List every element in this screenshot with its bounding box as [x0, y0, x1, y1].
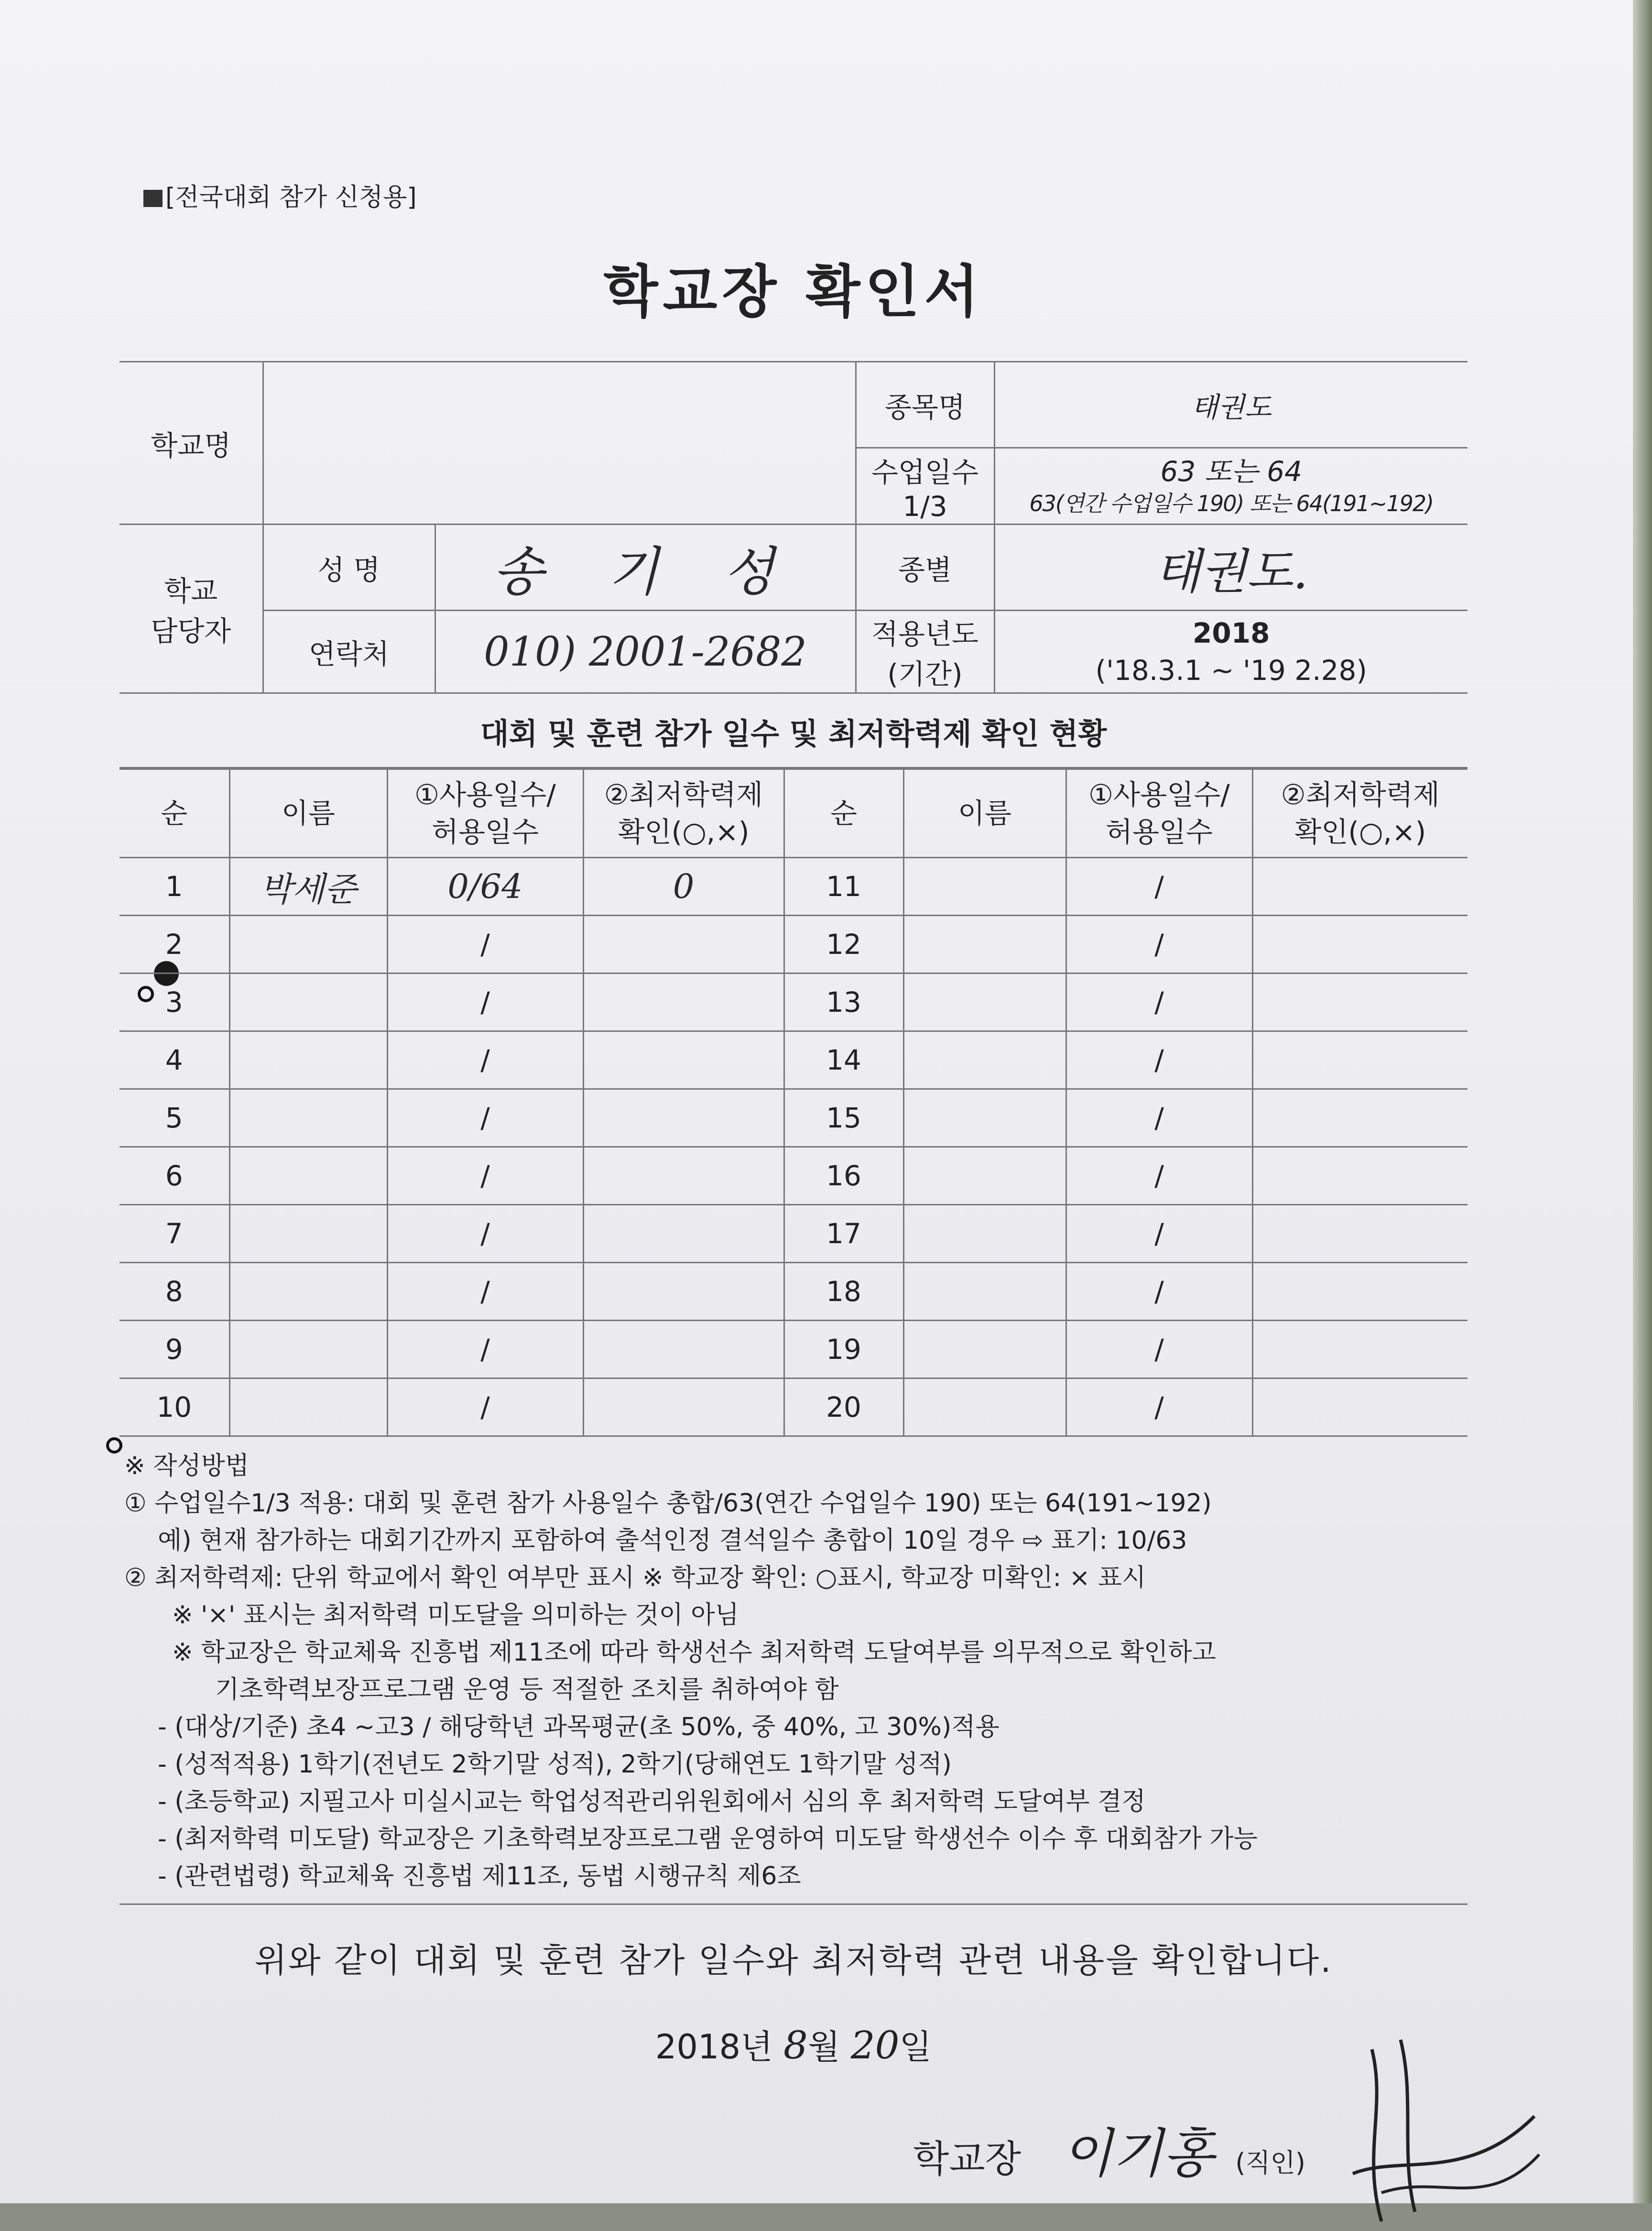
type-value: 태권도. [994, 525, 1467, 611]
seq-cell: 17 [784, 1205, 903, 1263]
name-cell [903, 916, 1066, 973]
col-min-header: ②최저학력제 확인(○,×) [1252, 769, 1467, 858]
name-cell [903, 1321, 1066, 1378]
min-cell [583, 1089, 784, 1147]
days-cell: / [387, 1378, 583, 1436]
name-cell [903, 1378, 1066, 1436]
name-value: 송 기 성 [435, 525, 856, 611]
table-row [120, 916, 1467, 973]
days-cell: / [387, 1321, 583, 1378]
signature-scribble [1343, 2030, 1544, 2231]
principal-label: 학교장 [913, 2138, 1022, 2181]
days-cell: / [1066, 1031, 1252, 1089]
seq-cell: 6 [120, 1147, 229, 1205]
name-cell [903, 1089, 1066, 1147]
table-row [120, 1378, 1467, 1436]
min-cell [1252, 1205, 1467, 1263]
square-bullet-icon [143, 190, 163, 207]
days-cell: / [387, 1205, 583, 1263]
days-cell: / [1066, 1089, 1252, 1147]
days-cell: / [387, 973, 583, 1031]
min-cell [583, 1378, 784, 1436]
table-row [120, 1263, 1467, 1321]
info-table [120, 361, 1467, 768]
seq-cell: 7 [120, 1205, 229, 1263]
min-cell [583, 916, 784, 973]
event-label: 종목명 [856, 362, 994, 448]
contact-person-label: 학교 담당자 [120, 525, 263, 693]
days-cell: / [1066, 916, 1252, 973]
min-cell [583, 1147, 784, 1205]
col-seq-header: 순 [784, 769, 903, 858]
seq-cell: 5 [120, 1089, 229, 1147]
form-tag: [전국대회 참가 신청용] [143, 177, 1467, 213]
year-value: 2018 ('18.3.1 ~ '19 2.28) [994, 611, 1467, 693]
divider [120, 1903, 1467, 1905]
note-line: 기초학력보장프로그램 운영 등 적절한 조치를 취하여야 함 [215, 1675, 839, 1704]
min-cell [1252, 973, 1467, 1031]
days-cell: / [387, 916, 583, 973]
min-cell [1252, 1147, 1467, 1205]
days-cell: / [1066, 1378, 1252, 1436]
seq-cell: 4 [120, 1031, 229, 1089]
note-line: - (관련법령) 학교체육 진흥법 제11조, 동법 시행규칙 제6조 [158, 1862, 801, 1891]
days-cell: / [1066, 858, 1252, 916]
col-days-header: ①사용일수/ 허용일수 [387, 769, 583, 858]
note-line: 예) 현재 참가하는 대회기간까지 포함하여 출석인정 결석일수 총합이 10일 경우 ⇨ 표기: 10/63 [158, 1526, 1187, 1555]
name-cell [903, 858, 1066, 916]
date-line: 2018년 8월 20일 [655, 2023, 932, 2067]
year-label: 적용년도 (기간) [856, 611, 994, 693]
min-cell [1252, 858, 1467, 916]
days-cell: 0/64 [387, 858, 583, 916]
min-cell [583, 1263, 784, 1321]
table-row [120, 973, 1467, 1031]
note-line: - (성적적용) 1학기(전년도 2학기말 성적), 2학기(당해연도 1학기말 성적) [158, 1750, 952, 1779]
seq-cell: 12 [784, 916, 903, 973]
days-cell: / [1066, 1263, 1252, 1321]
seq-cell: 18 [784, 1263, 903, 1321]
participation-table [120, 768, 1467, 1437]
type-label: 종별 [856, 525, 994, 611]
name-cell [229, 1205, 387, 1263]
col-min-header: ②최저학력제 확인(○,×) [583, 769, 784, 858]
day-value: 20 [850, 2023, 900, 2067]
seq-cell: 3 [120, 973, 229, 1031]
table-row [120, 1321, 1467, 1378]
min-cell [1252, 916, 1467, 973]
seq-cell: 9 [120, 1321, 229, 1378]
days-cell: / [387, 1263, 583, 1321]
seq-cell: 11 [784, 858, 903, 916]
principal-name: 이기홍 [1061, 2123, 1214, 2184]
note-line: ① 수업일수1/3 적용: 대회 및 훈련 참가 사용일수 총합/63(연간 수업일수 190) 또는 64(191~192) [124, 1489, 1212, 1518]
seq-cell: 14 [784, 1031, 903, 1089]
days-cell: / [1066, 1205, 1252, 1263]
name-cell [229, 1089, 387, 1147]
min-cell [583, 973, 784, 1031]
col-seq-header: 순 [120, 769, 229, 858]
col-days-header: ①사용일수/ 허용일수 [1066, 769, 1252, 858]
name-cell [229, 1321, 387, 1378]
min-cell [583, 1205, 784, 1263]
table-row [120, 1147, 1467, 1205]
name-cell [229, 1263, 387, 1321]
phone-label: 연락처 [263, 611, 435, 693]
min-cell [1252, 1089, 1467, 1147]
col-name-header: 이름 [903, 769, 1066, 858]
col-name-header: 이름 [229, 769, 387, 858]
name-cell: 박세준 [229, 858, 387, 916]
name-cell [903, 1205, 1066, 1263]
note-line: - (대상/기준) 초4 ~고3 / 해당학년 과목평균(초 50%, 중 40%, 고 30%)적용 [158, 1713, 1000, 1741]
table-row [120, 1089, 1467, 1147]
seq-cell: 15 [784, 1089, 903, 1147]
event-value: 태권도 [994, 362, 1467, 448]
days-label: 수업일수 1/3 [856, 448, 994, 525]
min-cell [1252, 1321, 1467, 1378]
days-cell: / [1066, 1147, 1252, 1205]
seq-cell: 13 [784, 973, 903, 1031]
min-cell: 0 [583, 858, 784, 916]
seal-text: (직인) [1235, 2148, 1305, 2178]
instructions [120, 1447, 1467, 1895]
section-title: 대회 및 훈련 참가 일수 및 최저학력제 확인 현황 [120, 693, 1467, 768]
days-cell: / [1066, 973, 1252, 1031]
background-edge [1633, 0, 1652, 2203]
table-row [120, 1205, 1467, 1263]
name-cell [903, 1147, 1066, 1205]
name-label: 성 명 [263, 525, 435, 611]
phone-value: 010) 2001-2682 [435, 611, 856, 693]
table-row [120, 858, 1467, 916]
min-cell [1252, 1031, 1467, 1089]
note-line: - (초등학교) 지필고사 미실시교는 학업성적관리위원회에서 심의 후 최저학력 도달여부 결정 [158, 1787, 1146, 1816]
name-cell [903, 973, 1066, 1031]
min-cell [1252, 1378, 1467, 1436]
days-cell: / [1066, 1321, 1252, 1378]
document-title: 학교장 확인서 [603, 259, 984, 325]
name-cell [229, 1378, 387, 1436]
seq-cell: 10 [120, 1378, 229, 1436]
min-cell [1252, 1263, 1467, 1321]
name-cell [229, 973, 387, 1031]
school-value [263, 362, 856, 525]
min-cell [583, 1031, 784, 1089]
days-cell: / [387, 1031, 583, 1089]
days-cell: / [387, 1089, 583, 1147]
name-cell [903, 1263, 1066, 1321]
seq-cell: 8 [120, 1263, 229, 1321]
name-cell [229, 1147, 387, 1205]
confirmation-text: 위와 같이 대회 및 훈련 참가 일수와 최저학력 관련 내용을 확인합니다. [254, 1941, 1333, 1980]
note-line: ※ 작성방법 [124, 1452, 250, 1480]
document [120, 177, 1467, 2187]
name-cell [903, 1031, 1066, 1089]
seq-cell: 16 [784, 1147, 903, 1205]
seq-cell: 1 [120, 858, 229, 916]
table-row [120, 1031, 1467, 1089]
note-line: ※ 학교장은 학교체육 진흥법 제11조에 따라 학생선수 최저학력 도달여부를 의무적으로 확인하고 [172, 1638, 1216, 1667]
table-header-row [120, 769, 1467, 858]
seq-cell: 19 [784, 1321, 903, 1378]
name-cell [229, 916, 387, 973]
month-value: 8 [783, 2023, 808, 2067]
days-cell: / [387, 1147, 583, 1205]
seq-cell: 2 [120, 916, 229, 973]
seq-cell: 20 [784, 1378, 903, 1436]
note-line: - (최저학력 미도달) 학교장은 기초학력보장프로그램 운영하여 미도달 학생선수 이수 후 대회참가 가능 [158, 1825, 1258, 1853]
days-value: 63 또는 64 63(연간 수업일수 190) 또는 64(191~192) [994, 448, 1467, 525]
principal-line [120, 2111, 1467, 2187]
school-label: 학교명 [120, 362, 263, 525]
name-cell [229, 1031, 387, 1089]
note-line: ② 최저학력제: 단위 학교에서 확인 여부만 표시 ※ 학교장 확인: ○표시, 학교장 미확인: × 표시 [124, 1564, 1146, 1592]
note-line: ※ '×' 표시는 최저학력 미도달을 의미하는 것이 아님 [172, 1601, 739, 1630]
min-cell [583, 1321, 784, 1378]
